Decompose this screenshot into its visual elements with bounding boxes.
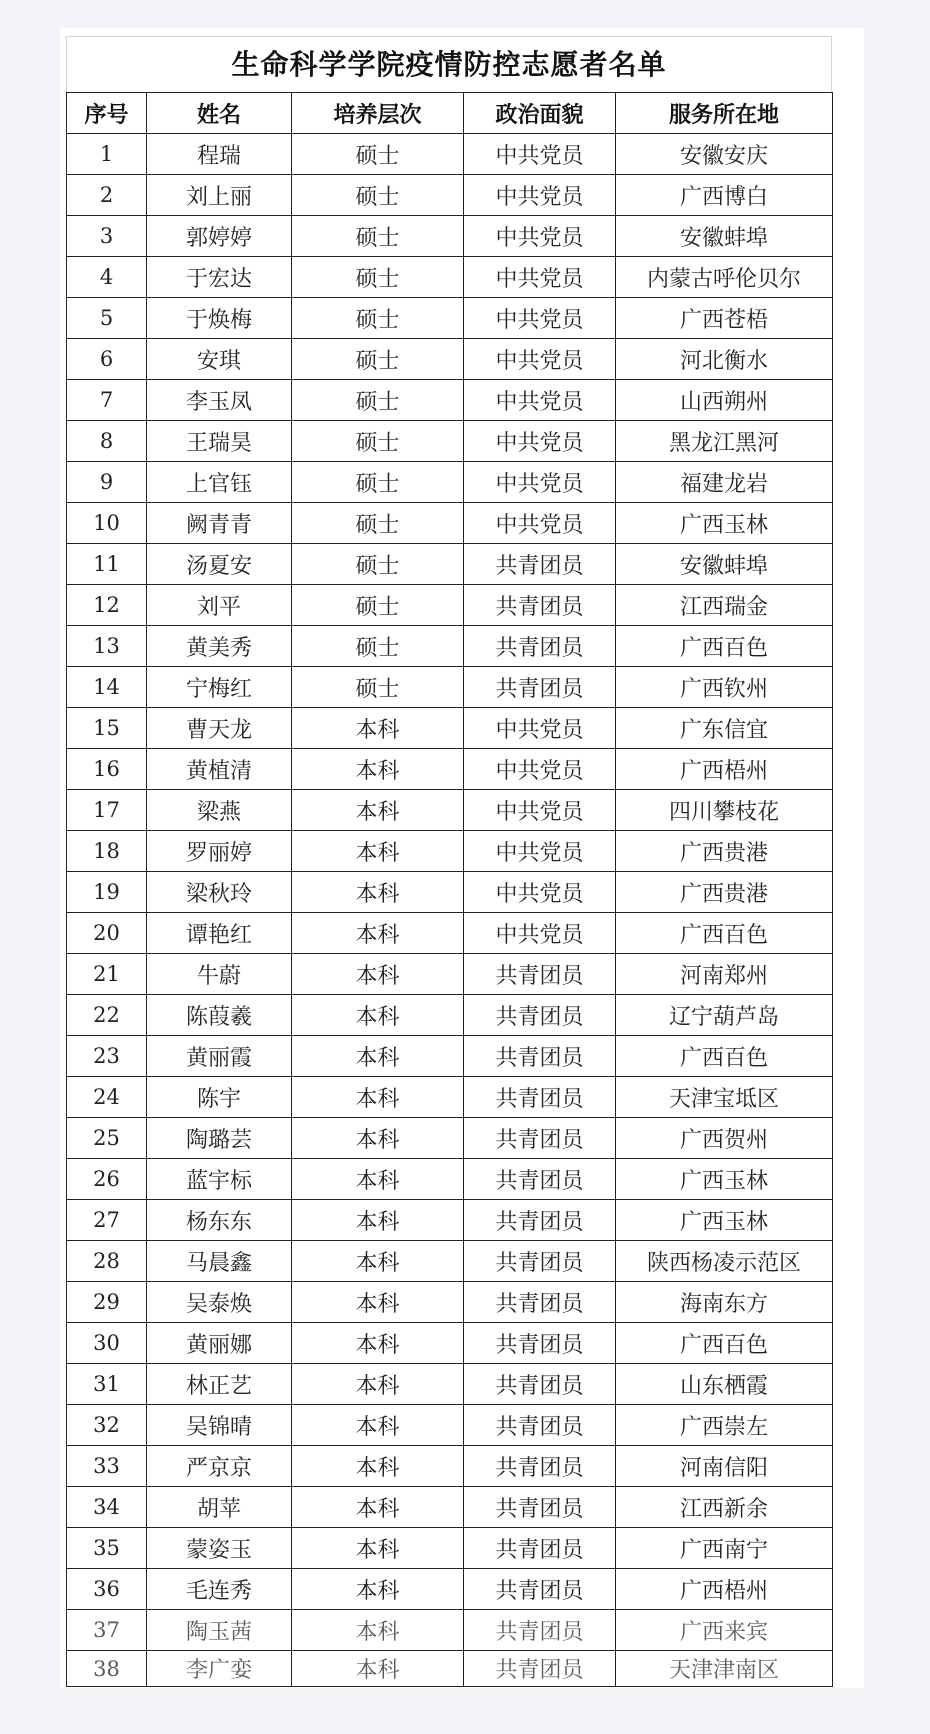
cell-number: 6: [67, 339, 147, 380]
table-row: [67, 1651, 833, 1687]
cell-name: 宁梅红: [147, 667, 292, 708]
table-row: [67, 1487, 833, 1528]
cell-number: 7: [67, 380, 147, 421]
cell-political-status: 共青团员: [464, 995, 616, 1036]
cell-name: 李广娈: [147, 1651, 292, 1687]
cell-political-status: 共青团员: [464, 626, 616, 667]
cell-number: 20: [67, 913, 147, 954]
cell-location: 广西博白: [616, 175, 833, 216]
cell-name: 牛蔚: [147, 954, 292, 995]
cell-name: 林正艺: [147, 1364, 292, 1405]
cell-name: 胡苹: [147, 1487, 292, 1528]
cell-name: 郭婷婷: [147, 216, 292, 257]
table-row: [67, 1077, 833, 1118]
table-row: [67, 1241, 833, 1282]
volunteer-table: [66, 92, 833, 1687]
cell-name: 于宏达: [147, 257, 292, 298]
cell-level: 硕士: [292, 175, 464, 216]
cell-number: 11: [67, 544, 147, 585]
cell-location: 安徽蚌埠: [616, 544, 833, 585]
cell-level: 本科: [292, 1487, 464, 1528]
table-row: [67, 626, 833, 667]
table-row: [67, 708, 833, 749]
cell-political-status: 中共党员: [464, 462, 616, 503]
table-row: [67, 1364, 833, 1405]
cell-level: 硕士: [292, 257, 464, 298]
cell-level: 本科: [292, 1282, 464, 1323]
column-header-level: 培养层次: [292, 93, 464, 134]
cell-level: 本科: [292, 872, 464, 913]
cell-number: 12: [67, 585, 147, 626]
cell-level: 硕士: [292, 503, 464, 544]
cell-number: 32: [67, 1405, 147, 1446]
cell-level: 本科: [292, 1323, 464, 1364]
cell-level: 硕士: [292, 667, 464, 708]
cell-number: 21: [67, 954, 147, 995]
cell-name: 上官钰: [147, 462, 292, 503]
cell-location: 天津津南区: [616, 1651, 833, 1687]
table-row: [67, 913, 833, 954]
cell-level: 本科: [292, 1610, 464, 1651]
cell-location: 广西玉林: [616, 503, 833, 544]
cell-location: 河南郑州: [616, 954, 833, 995]
cell-location: 广西百色: [616, 626, 833, 667]
cell-political-status: 中共党员: [464, 790, 616, 831]
cell-number: 28: [67, 1241, 147, 1282]
cell-number: 14: [67, 667, 147, 708]
cell-political-status: 中共党员: [464, 339, 616, 380]
cell-political-status: 中共党员: [464, 298, 616, 339]
cell-political-status: 共青团员: [464, 1282, 616, 1323]
cell-location: 广西贵港: [616, 872, 833, 913]
cell-location: 海南东方: [616, 1282, 833, 1323]
cell-number: 5: [67, 298, 147, 339]
cell-political-status: 中共党员: [464, 421, 616, 462]
cell-political-status: 中共党员: [464, 503, 616, 544]
cell-location: 广东信宜: [616, 708, 833, 749]
cell-number: 1: [67, 134, 147, 175]
column-header-name: 姓名: [147, 93, 292, 134]
cell-number: 33: [67, 1446, 147, 1487]
cell-name: 阙青青: [147, 503, 292, 544]
table-row: [67, 831, 833, 872]
cell-number: 37: [67, 1610, 147, 1651]
table-row: [67, 1446, 833, 1487]
cell-name: 汤夏安: [147, 544, 292, 585]
cell-political-status: 共青团员: [464, 1077, 616, 1118]
cell-number: 13: [67, 626, 147, 667]
cell-number: 26: [67, 1159, 147, 1200]
cell-name: 毛连秀: [147, 1569, 292, 1610]
cell-level: 硕士: [292, 216, 464, 257]
cell-name: 黄美秀: [147, 626, 292, 667]
cell-level: 本科: [292, 1446, 464, 1487]
table-row: [67, 175, 833, 216]
table-row: [67, 1282, 833, 1323]
cell-number: 17: [67, 790, 147, 831]
cell-name: 谭艳红: [147, 913, 292, 954]
cell-level: 本科: [292, 995, 464, 1036]
table-row: [67, 1405, 833, 1446]
cell-name: 曹天龙: [147, 708, 292, 749]
cell-name: 严京京: [147, 1446, 292, 1487]
table-row: [67, 1323, 833, 1364]
cell-number: 16: [67, 749, 147, 790]
cell-name: 于焕梅: [147, 298, 292, 339]
cell-name: 黄丽霞: [147, 1036, 292, 1077]
cell-level: 硕士: [292, 585, 464, 626]
cell-political-status: 共青团员: [464, 544, 616, 585]
cell-level: 本科: [292, 1364, 464, 1405]
table-row: [67, 585, 833, 626]
document-page: [60, 28, 864, 1688]
cell-number: 30: [67, 1323, 147, 1364]
cell-location: 河北衡水: [616, 339, 833, 380]
table-row: [67, 339, 833, 380]
table-row: [67, 1569, 833, 1610]
cell-name: 黄植清: [147, 749, 292, 790]
cell-name: 吴锦晴: [147, 1405, 292, 1446]
table-row: [67, 462, 833, 503]
cell-location: 广西南宁: [616, 1528, 833, 1569]
cell-location: 山西朔州: [616, 380, 833, 421]
volunteer-list: [66, 36, 832, 1687]
cell-political-status: 共青团员: [464, 1118, 616, 1159]
cell-location: 福建龙岩: [616, 462, 833, 503]
cell-political-status: 共青团员: [464, 1200, 616, 1241]
cell-number: 36: [67, 1569, 147, 1610]
table-row: [67, 954, 833, 995]
cell-location: 广西贵港: [616, 831, 833, 872]
cell-political-status: 中共党员: [464, 175, 616, 216]
cell-political-status: 共青团员: [464, 1528, 616, 1569]
cell-location: 广西百色: [616, 1323, 833, 1364]
cell-location: 广西百色: [616, 1036, 833, 1077]
table-header-row: [67, 93, 833, 134]
cell-name: 陶璐芸: [147, 1118, 292, 1159]
cell-location: 黑龙江黑河: [616, 421, 833, 462]
cell-political-status: 中共党员: [464, 749, 616, 790]
cell-level: 本科: [292, 831, 464, 872]
cell-political-status: 共青团员: [464, 1241, 616, 1282]
cell-location: 陕西杨凌示范区: [616, 1241, 833, 1282]
table-row: [67, 1036, 833, 1077]
cell-name: 蓝宇标: [147, 1159, 292, 1200]
cell-level: 硕士: [292, 626, 464, 667]
cell-location: 江西瑞金: [616, 585, 833, 626]
cell-name: 吴泰焕: [147, 1282, 292, 1323]
cell-number: 27: [67, 1200, 147, 1241]
cell-level: 本科: [292, 790, 464, 831]
cell-location: 安徽蚌埠: [616, 216, 833, 257]
cell-name: 梁秋玲: [147, 872, 292, 913]
cell-name: 蒙姿玉: [147, 1528, 292, 1569]
cell-number: 19: [67, 872, 147, 913]
table-row: [67, 421, 833, 462]
cell-political-status: 共青团员: [464, 1446, 616, 1487]
cell-political-status: 中共党员: [464, 380, 616, 421]
cell-number: 34: [67, 1487, 147, 1528]
cell-number: 38: [67, 1651, 147, 1687]
cell-level: 本科: [292, 1241, 464, 1282]
cell-location: 天津宝坻区: [616, 1077, 833, 1118]
table-row: [67, 298, 833, 339]
cell-political-status: 共青团员: [464, 954, 616, 995]
cell-location: 广西玉林: [616, 1159, 833, 1200]
cell-political-status: 中共党员: [464, 872, 616, 913]
cell-number: 25: [67, 1118, 147, 1159]
cell-political-status: 共青团员: [464, 1323, 616, 1364]
cell-name: 陈葭羲: [147, 995, 292, 1036]
cell-political-status: 共青团员: [464, 1651, 616, 1687]
cell-location: 内蒙古呼伦贝尔: [616, 257, 833, 298]
table-row: [67, 134, 833, 175]
cell-name: 王瑞昊: [147, 421, 292, 462]
cell-level: 本科: [292, 1077, 464, 1118]
table-row: [67, 872, 833, 913]
cell-name: 安琪: [147, 339, 292, 380]
cell-number: 31: [67, 1364, 147, 1405]
cell-name: 马晨鑫: [147, 1241, 292, 1282]
column-header-location: 服务所在地: [616, 93, 833, 134]
cell-location: 安徽安庆: [616, 134, 833, 175]
cell-political-status: 共青团员: [464, 1036, 616, 1077]
table-row: [67, 1528, 833, 1569]
cell-location: 广西贺州: [616, 1118, 833, 1159]
cell-political-status: 共青团员: [464, 1487, 616, 1528]
table-row: [67, 1610, 833, 1651]
cell-number: 18: [67, 831, 147, 872]
cell-location: 广西苍梧: [616, 298, 833, 339]
cell-level: 本科: [292, 1405, 464, 1446]
cell-number: 35: [67, 1528, 147, 1569]
cell-name: 杨东东: [147, 1200, 292, 1241]
cell-location: 辽宁葫芦岛: [616, 995, 833, 1036]
cell-level: 硕士: [292, 339, 464, 380]
table-row: [67, 995, 833, 1036]
cell-number: 23: [67, 1036, 147, 1077]
cell-political-status: 共青团员: [464, 1405, 616, 1446]
table-row: [67, 503, 833, 544]
cell-number: 2: [67, 175, 147, 216]
cell-level: 本科: [292, 1569, 464, 1610]
cell-location: 河南信阳: [616, 1446, 833, 1487]
cell-level: 本科: [292, 749, 464, 790]
cell-level: 本科: [292, 954, 464, 995]
table-row: [67, 257, 833, 298]
table-row: [67, 790, 833, 831]
cell-political-status: 中共党员: [464, 831, 616, 872]
cell-political-status: 共青团员: [464, 1364, 616, 1405]
cell-level: 硕士: [292, 134, 464, 175]
cell-location: 广西崇左: [616, 1405, 833, 1446]
cell-name: 陈宇: [147, 1077, 292, 1118]
cell-location: 山东栖霞: [616, 1364, 833, 1405]
cell-political-status: 中共党员: [464, 134, 616, 175]
cell-location: 广西百色: [616, 913, 833, 954]
cell-name: 刘平: [147, 585, 292, 626]
cell-political-status: 共青团员: [464, 1610, 616, 1651]
cell-level: 硕士: [292, 462, 464, 503]
table-row: [67, 380, 833, 421]
cell-level: 硕士: [292, 298, 464, 339]
table-row: [67, 1159, 833, 1200]
column-header-political-status: 政治面貌: [464, 93, 616, 134]
cell-name: 梁燕: [147, 790, 292, 831]
table-row: [67, 544, 833, 585]
cell-political-status: 共青团员: [464, 1569, 616, 1610]
cell-political-status: 中共党员: [464, 257, 616, 298]
cell-level: 本科: [292, 913, 464, 954]
cell-level: 本科: [292, 1651, 464, 1687]
cell-name: 李玉凤: [147, 380, 292, 421]
cell-number: 9: [67, 462, 147, 503]
table-body: [67, 134, 833, 1687]
cell-level: 硕士: [292, 380, 464, 421]
cell-location: 广西梧州: [616, 749, 833, 790]
cell-name: 刘上丽: [147, 175, 292, 216]
table-row: [67, 749, 833, 790]
cell-political-status: 中共党员: [464, 708, 616, 749]
cell-number: 22: [67, 995, 147, 1036]
cell-location: 江西新余: [616, 1487, 833, 1528]
document-title: 生命科学学院疫情防控志愿者名单: [66, 36, 832, 92]
table-row: [67, 216, 833, 257]
cell-level: 本科: [292, 1528, 464, 1569]
cell-political-status: 中共党员: [464, 913, 616, 954]
cell-level: 本科: [292, 1159, 464, 1200]
cell-level: 本科: [292, 1200, 464, 1241]
cell-political-status: 共青团员: [464, 667, 616, 708]
cell-political-status: 共青团员: [464, 1159, 616, 1200]
cell-number: 29: [67, 1282, 147, 1323]
cell-name: 程瑞: [147, 134, 292, 175]
cell-location: 广西钦州: [616, 667, 833, 708]
table-row: [67, 1200, 833, 1241]
cell-number: 8: [67, 421, 147, 462]
cell-level: 本科: [292, 708, 464, 749]
cell-name: 罗丽婷: [147, 831, 292, 872]
cell-number: 4: [67, 257, 147, 298]
column-header-number: 序号: [67, 93, 147, 134]
cell-number: 15: [67, 708, 147, 749]
cell-level: 硕士: [292, 421, 464, 462]
cell-number: 10: [67, 503, 147, 544]
cell-level: 本科: [292, 1118, 464, 1159]
cell-location: 广西来宾: [616, 1610, 833, 1651]
cell-location: 广西玉林: [616, 1200, 833, 1241]
cell-name: 黄丽娜: [147, 1323, 292, 1364]
cell-number: 24: [67, 1077, 147, 1118]
table-row: [67, 667, 833, 708]
cell-number: 3: [67, 216, 147, 257]
cell-political-status: 共青团员: [464, 585, 616, 626]
cell-name: 陶玉茜: [147, 1610, 292, 1651]
cell-level: 硕士: [292, 544, 464, 585]
cell-political-status: 中共党员: [464, 216, 616, 257]
cell-location: 四川攀枝花: [616, 790, 833, 831]
table-row: [67, 1118, 833, 1159]
cell-location: 广西梧州: [616, 1569, 833, 1610]
cell-level: 本科: [292, 1036, 464, 1077]
